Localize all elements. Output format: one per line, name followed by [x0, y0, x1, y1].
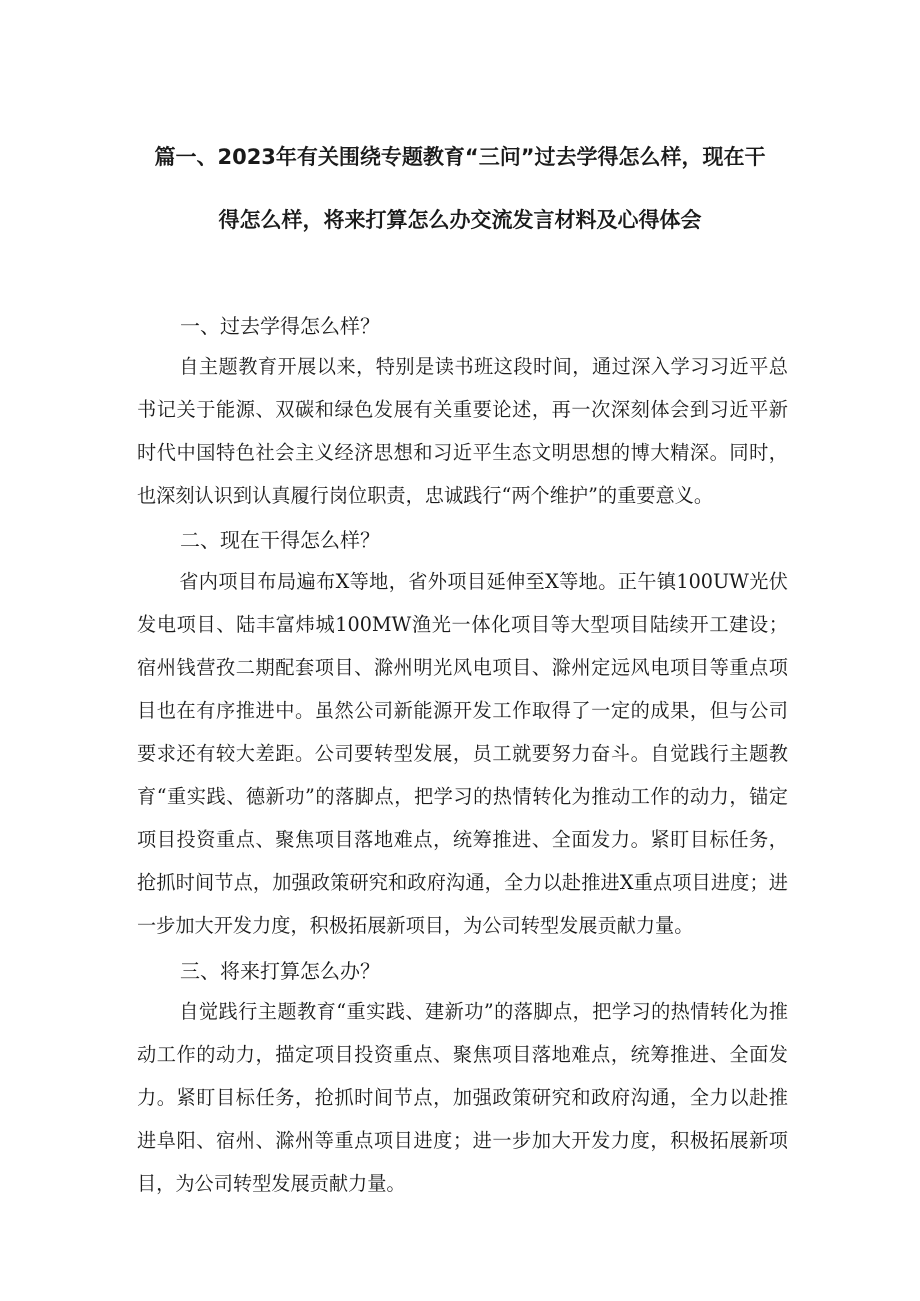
section-2-body: 省内项目布局遍布X等地，省外项目延伸至X等地。正午镇100UW光伏发电项目、陆丰富炜城100MW渔光一体化项目等大型项目陆续开工建设；宿州钱营孜二期配套项目、滁州明光风电项目、滁州定远风电项目等重点项目也在有序推进中。虽然公司新能源开发工作取得了一定的成果，但与公司要求还有较大差距。公司要转型发展，员工就要努力奋斗。自觉践行主题教育“重实践、德新功”的落脚点，把学习的热情转化为推动工作的动力，锚定项目投资重点、聚焦项目落地难点，统筹推进、全面发力。紧盯目标任务，抢抓时间节点，加强政策研究和政府沟通，全力以赴推进X重点项目进度；进一步加大开发力度，积极拓展新项目，为公司转型发展贡献力量。 [137, 570, 788, 937]
section-1-heading: 一、过去学得怎么样？ [180, 314, 380, 338]
document-title-line-2: 得怎么样，将来打算怎么办交流发言材料及心得体会 [218, 208, 702, 232]
section-3-body: 自觉践行主题教育“重实践、建新功”的落脚点，把学习的热情转化为推动工作的动力，描定项目投资重点、聚焦项目落地难点，统筹推进、全面发力。紧盯目标任务，抢抓时间节点，加强政策研究和政府沟通，全力以赴推进阜阳、宿州、滁州等重点项目进度；进一步加大开发力度，积极拓展新项目，为公司转型发展贡献力量。 [137, 1000, 788, 1195]
section-1-body: 自主题教育开展以来，特别是读书班这段时间，通过深入学习习近平总书记关于能源、双碳和绿色发展有关重要论述，再一次深刻体会到习近平新时代中国特色社会主义经济思想和习近平生态文明思想的博大精深。同时，也深刻认识到认真履行岗位职责，忠诚践行“两个维护”的重要意义。 [137, 355, 788, 507]
section-3-heading: 三、将来打算怎么办？ [180, 959, 380, 983]
document-title-line-1: 篇一、2023年有关围绕专题教育“三问”过去学得怎么样，现在干 [154, 145, 766, 169]
section-2-heading: 二、现在干得怎么样？ [180, 528, 380, 552]
